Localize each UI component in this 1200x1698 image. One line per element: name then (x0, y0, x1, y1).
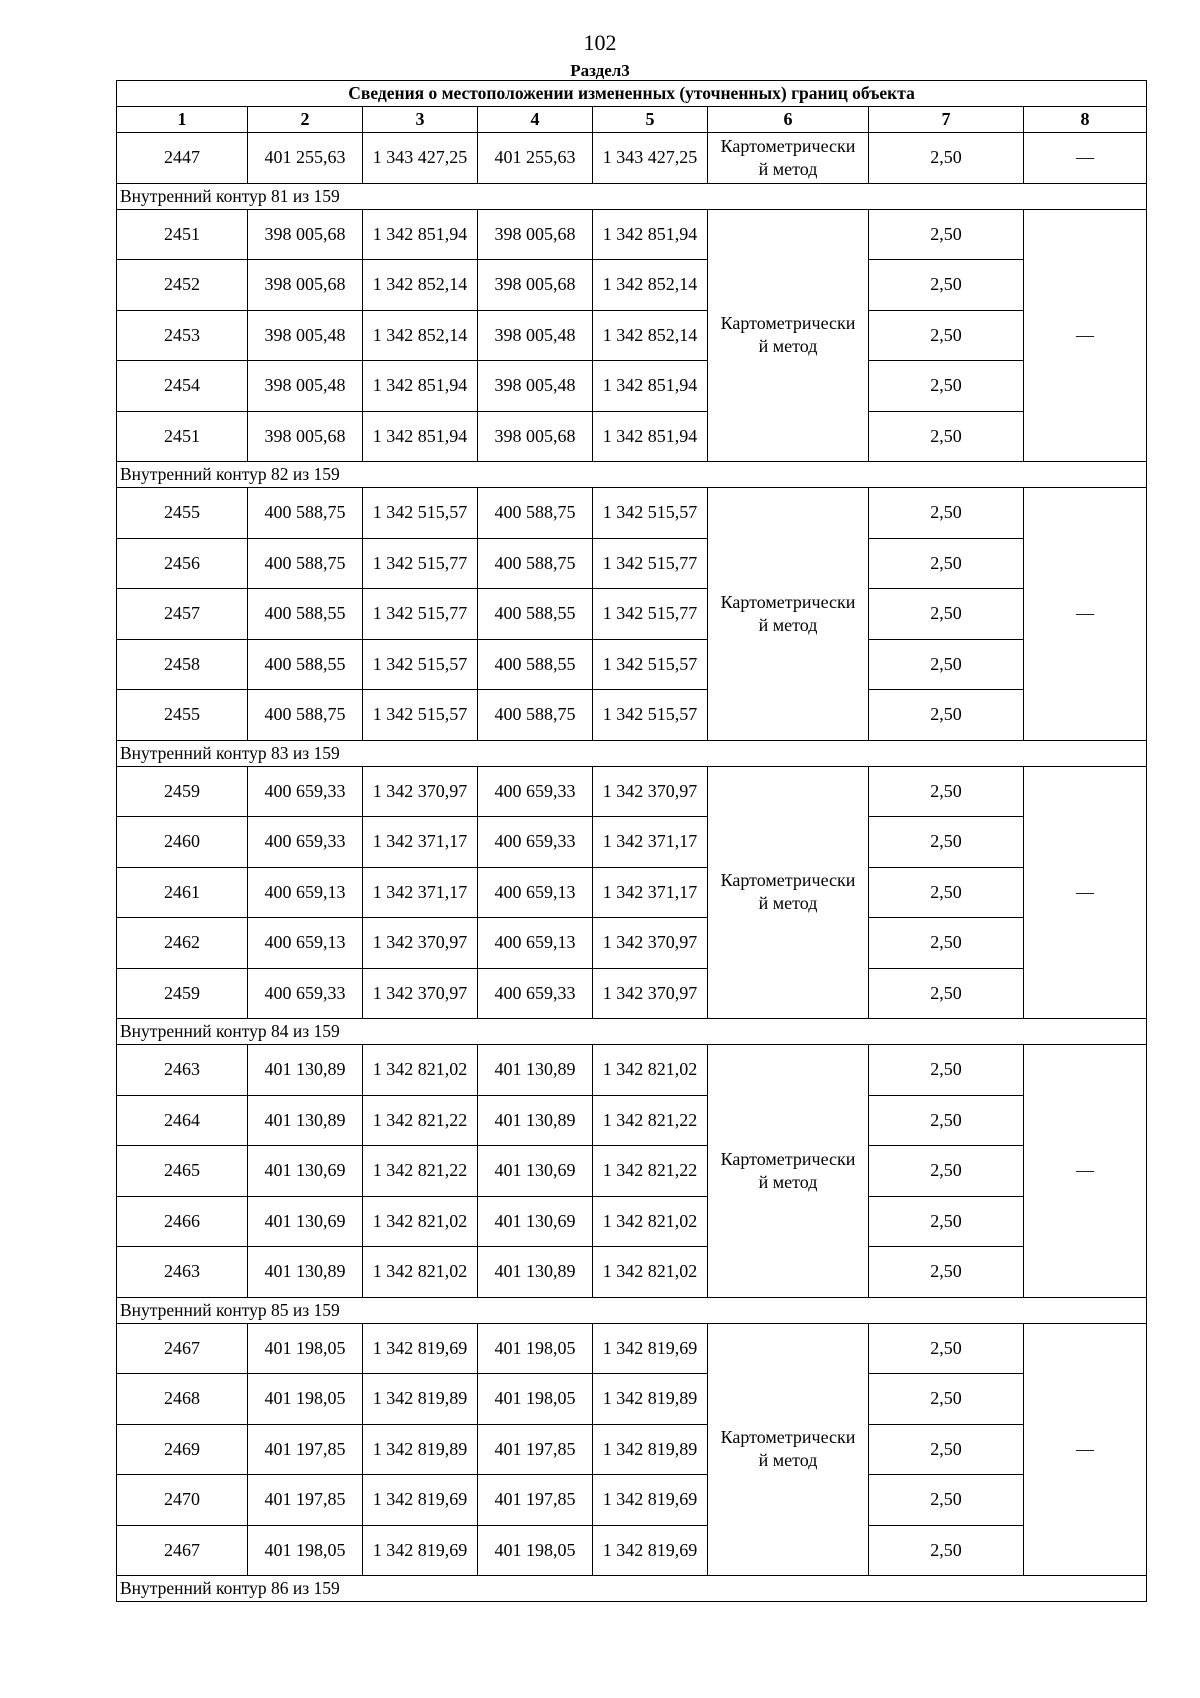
contour-label: Внутренний контур 85 из 159 (117, 1297, 1147, 1323)
coord-x-existing: 401 255,63 (248, 133, 363, 184)
table-row (117, 1247, 1147, 1298)
coord-x-existing: 400 659,13 (248, 867, 363, 918)
coord-y-existing: 1 342 370,97 (363, 766, 478, 817)
accuracy: 2,50 (869, 411, 1024, 462)
point-number: 2452 (117, 260, 248, 311)
coord-y-existing: 1 342 821,22 (363, 1095, 478, 1146)
method-line-2: й метод (758, 1450, 818, 1471)
coord-y-refined: 1 342 515,57 (593, 488, 708, 539)
coordinates-table (116, 80, 1147, 1602)
coord-x-refined: 398 005,68 (478, 209, 593, 260)
table-row (117, 1146, 1147, 1197)
coord-y-existing: 1 342 370,97 (363, 968, 478, 1019)
coord-x-existing: 400 659,33 (248, 766, 363, 817)
accuracy: 2,50 (869, 209, 1024, 260)
method-line-2: й метод (758, 158, 818, 179)
note-cell: — (1024, 1323, 1147, 1576)
table-row (117, 488, 1147, 539)
accuracy: 2,50 (869, 1525, 1024, 1576)
table-body (117, 81, 1147, 1602)
coord-y-refined: 1 342 819,69 (593, 1323, 708, 1374)
coord-x-refined: 401 197,85 (478, 1475, 593, 1526)
coord-x-refined: 400 659,13 (478, 867, 593, 918)
method-line-1: Картометрически (720, 1148, 856, 1169)
accuracy: 2,50 (869, 1374, 1024, 1425)
coord-x-refined: 401 130,89 (478, 1247, 593, 1298)
coord-x-existing: 400 588,55 (248, 589, 363, 640)
table-row (117, 867, 1147, 918)
table-row (117, 260, 1147, 311)
method-line-2: й метод (758, 1171, 818, 1192)
coord-x-existing: 401 197,85 (248, 1424, 363, 1475)
coord-x-refined: 398 005,48 (478, 361, 593, 412)
coord-y-existing: 1 342 515,77 (363, 538, 478, 589)
header-col-8: 8 (1024, 107, 1147, 133)
coord-y-existing: 1 342 852,14 (363, 260, 478, 311)
table-row (117, 1525, 1147, 1576)
point-number: 2461 (117, 867, 248, 918)
coord-x-refined: 400 659,13 (478, 918, 593, 969)
coord-x-refined: 401 198,05 (478, 1525, 593, 1576)
coord-x-existing: 401 130,89 (248, 1045, 363, 1096)
accuracy: 2,50 (869, 690, 1024, 741)
accuracy: 2,50 (869, 260, 1024, 311)
coord-x-existing: 401 197,85 (248, 1475, 363, 1526)
method-line-2: й метод (758, 336, 818, 357)
contour-label: Внутренний контур 83 из 159 (117, 740, 1147, 766)
method-line-1: Картометрически (720, 591, 856, 612)
contour-label-row (117, 1297, 1147, 1323)
coord-y-refined: 1 342 370,97 (593, 968, 708, 1019)
coord-y-refined: 1 342 819,89 (593, 1374, 708, 1425)
coord-y-existing: 1 342 851,94 (363, 209, 478, 260)
contour-label: Внутренний контур 82 из 159 (117, 462, 1147, 488)
table-row (117, 310, 1147, 361)
point-number: 2459 (117, 968, 248, 1019)
coord-y-existing: 1 342 515,57 (363, 639, 478, 690)
contour-label: Внутренний контур 84 из 159 (117, 1019, 1147, 1045)
coord-y-refined: 1 342 821,22 (593, 1146, 708, 1197)
coord-x-refined: 401 197,85 (478, 1424, 593, 1475)
note-cell: — (1024, 133, 1147, 184)
coord-y-refined: 1 342 851,94 (593, 411, 708, 462)
coord-x-refined: 398 005,68 (478, 260, 593, 311)
contour-label-row (117, 1019, 1147, 1045)
point-number: 2462 (117, 918, 248, 969)
table-caption: Сведения о местоположении измененных (уточненных) границ объекта (117, 81, 1147, 107)
contour-label-row (117, 1576, 1147, 1602)
point-number: 2456 (117, 538, 248, 589)
coord-y-refined: 1 342 371,17 (593, 817, 708, 868)
header-col-5: 5 (593, 107, 708, 133)
contour-label-row (117, 740, 1147, 766)
coord-y-existing: 1 342 819,69 (363, 1525, 478, 1576)
accuracy: 2,50 (869, 867, 1024, 918)
accuracy: 2,50 (869, 1146, 1024, 1197)
coord-y-refined: 1 342 515,57 (593, 639, 708, 690)
coord-x-existing: 401 130,89 (248, 1247, 363, 1298)
method-line-2: й метод (758, 614, 818, 635)
header-col-3: 3 (363, 107, 478, 133)
coord-x-existing: 400 659,33 (248, 968, 363, 1019)
header-col-6: 6 (708, 107, 869, 133)
table-row (117, 133, 1147, 184)
accuracy: 2,50 (869, 1095, 1024, 1146)
coord-x-refined: 401 130,69 (478, 1146, 593, 1197)
coord-x-existing: 398 005,68 (248, 209, 363, 260)
coord-x-existing: 400 588,75 (248, 488, 363, 539)
table-row (117, 1374, 1147, 1425)
point-number: 2459 (117, 766, 248, 817)
table-row (117, 639, 1147, 690)
coord-y-refined: 1 342 515,77 (593, 589, 708, 640)
coord-x-existing: 401 198,05 (248, 1525, 363, 1576)
point-number: 2451 (117, 209, 248, 260)
coord-y-refined: 1 342 852,14 (593, 310, 708, 361)
point-number: 2469 (117, 1424, 248, 1475)
coord-y-refined: 1 342 371,17 (593, 867, 708, 918)
point-number: 2467 (117, 1323, 248, 1374)
accuracy: 2,50 (869, 918, 1024, 969)
point-number: 2466 (117, 1196, 248, 1247)
coord-x-refined: 401 130,89 (478, 1095, 593, 1146)
coord-x-refined: 398 005,68 (478, 411, 593, 462)
header-col-4: 4 (478, 107, 593, 133)
table-row (117, 361, 1147, 412)
accuracy: 2,50 (869, 639, 1024, 690)
coord-x-refined: 400 588,75 (478, 690, 593, 741)
coord-x-refined: 400 659,33 (478, 968, 593, 1019)
coord-x-refined: 401 130,89 (478, 1045, 593, 1096)
point-number: 2470 (117, 1475, 248, 1526)
point-number: 2455 (117, 488, 248, 539)
table-caption-row (117, 81, 1147, 107)
accuracy: 2,50 (869, 310, 1024, 361)
table-row (117, 690, 1147, 741)
contour-label-row (117, 183, 1147, 209)
coord-y-refined: 1 342 819,89 (593, 1424, 708, 1475)
note-cell: — (1024, 1045, 1147, 1298)
coord-y-existing: 1 342 821,02 (363, 1045, 478, 1096)
coord-x-refined: 401 255,63 (478, 133, 593, 184)
point-number: 2453 (117, 310, 248, 361)
accuracy: 2,50 (869, 589, 1024, 640)
method-line-1: Картометрически (720, 1427, 856, 1448)
accuracy: 2,50 (869, 1323, 1024, 1374)
coord-y-refined: 1 342 821,02 (593, 1045, 708, 1096)
point-number: 2451 (117, 411, 248, 462)
coord-y-refined: 1 342 370,97 (593, 766, 708, 817)
table-header-row (117, 107, 1147, 133)
coord-y-refined: 1 342 821,02 (593, 1247, 708, 1298)
coord-y-refined: 1 342 370,97 (593, 918, 708, 969)
coord-x-refined: 401 130,69 (478, 1196, 593, 1247)
section-title: Раздел3 (570, 61, 630, 80)
accuracy: 2,50 (869, 1247, 1024, 1298)
coord-y-existing: 1 342 371,17 (363, 817, 478, 868)
coord-y-existing: 1 342 852,14 (363, 310, 478, 361)
coord-y-existing: 1 342 515,77 (363, 589, 478, 640)
coord-y-existing: 1 343 427,25 (363, 133, 478, 184)
coord-x-existing: 401 130,69 (248, 1196, 363, 1247)
coord-x-existing: 401 130,89 (248, 1095, 363, 1146)
point-number: 2463 (117, 1045, 248, 1096)
coord-x-existing: 400 588,55 (248, 639, 363, 690)
table-row (117, 918, 1147, 969)
contour-label: Внутренний контур 86 из 159 (117, 1576, 1147, 1602)
coord-y-existing: 1 342 819,69 (363, 1475, 478, 1526)
point-number: 2457 (117, 589, 248, 640)
table-row (117, 1196, 1147, 1247)
method-cell (708, 766, 869, 1019)
table-row (117, 1095, 1147, 1146)
coord-y-existing: 1 342 819,89 (363, 1424, 478, 1475)
coord-y-refined: 1 342 515,57 (593, 690, 708, 741)
method-cell (708, 1045, 869, 1298)
coord-x-refined: 401 198,05 (478, 1374, 593, 1425)
point-number: 2467 (117, 1525, 248, 1576)
coord-x-existing: 398 005,68 (248, 411, 363, 462)
coord-y-refined: 1 343 427,25 (593, 133, 708, 184)
coord-y-refined: 1 342 851,94 (593, 361, 708, 412)
coord-x-refined: 398 005,48 (478, 310, 593, 361)
note-cell: — (1024, 209, 1147, 462)
coord-x-refined: 400 659,33 (478, 817, 593, 868)
coord-x-existing: 400 588,75 (248, 690, 363, 741)
table-row (117, 589, 1147, 640)
accuracy: 2,50 (869, 766, 1024, 817)
coord-x-refined: 400 588,55 (478, 589, 593, 640)
coord-x-refined: 400 588,75 (478, 488, 593, 539)
page-number: 102 (583, 30, 617, 55)
table-row (117, 209, 1147, 260)
point-number: 2460 (117, 817, 248, 868)
coord-y-existing: 1 342 819,89 (363, 1374, 478, 1425)
table-row (117, 1323, 1147, 1374)
coord-y-existing: 1 342 821,22 (363, 1146, 478, 1197)
table-row (117, 817, 1147, 868)
coord-y-refined: 1 342 852,14 (593, 260, 708, 311)
coord-x-refined: 400 659,33 (478, 766, 593, 817)
method-line-1: Картометрически (720, 313, 856, 334)
accuracy: 2,50 (869, 968, 1024, 1019)
coord-y-existing: 1 342 515,57 (363, 488, 478, 539)
accuracy: 2,50 (869, 1475, 1024, 1526)
header-col-2: 2 (248, 107, 363, 133)
point-number: 2464 (117, 1095, 248, 1146)
coord-y-refined: 1 342 819,69 (593, 1525, 708, 1576)
table-row (117, 538, 1147, 589)
coord-y-existing: 1 342 371,17 (363, 867, 478, 918)
accuracy: 2,50 (869, 133, 1024, 184)
accuracy: 2,50 (869, 361, 1024, 412)
coord-y-refined: 1 342 515,77 (593, 538, 708, 589)
coord-y-existing: 1 342 821,02 (363, 1196, 478, 1247)
note-cell: — (1024, 488, 1147, 741)
table-row (117, 766, 1147, 817)
point-number: 2447 (117, 133, 248, 184)
coord-x-existing: 400 659,13 (248, 918, 363, 969)
coord-y-refined: 1 342 821,22 (593, 1095, 708, 1146)
coord-x-existing: 401 198,05 (248, 1374, 363, 1425)
table-row (117, 968, 1147, 1019)
coord-x-existing: 398 005,48 (248, 310, 363, 361)
coord-x-existing: 400 588,75 (248, 538, 363, 589)
accuracy: 2,50 (869, 488, 1024, 539)
coord-y-existing: 1 342 821,02 (363, 1247, 478, 1298)
coord-x-existing: 401 198,05 (248, 1323, 363, 1374)
point-number: 2463 (117, 1247, 248, 1298)
note-cell: — (1024, 766, 1147, 1019)
header-col-1: 1 (117, 107, 248, 133)
method-line-1: Картометрически (720, 870, 856, 891)
coord-y-refined: 1 342 851,94 (593, 209, 708, 260)
table-row (117, 1424, 1147, 1475)
coord-y-existing: 1 342 370,97 (363, 918, 478, 969)
coord-x-refined: 400 588,75 (478, 538, 593, 589)
point-number: 2458 (117, 639, 248, 690)
accuracy: 2,50 (869, 1196, 1024, 1247)
accuracy: 2,50 (869, 1424, 1024, 1475)
method-cell (708, 133, 869, 184)
method-cell (708, 488, 869, 741)
point-number: 2468 (117, 1374, 248, 1425)
coord-x-refined: 400 588,55 (478, 639, 593, 690)
point-number: 2454 (117, 361, 248, 412)
coord-y-refined: 1 342 819,69 (593, 1475, 708, 1526)
table-row (117, 1045, 1147, 1096)
contour-label: Внутренний контур 81 из 159 (117, 183, 1147, 209)
contour-label-row (117, 462, 1147, 488)
method-cell (708, 209, 869, 462)
coord-y-existing: 1 342 515,57 (363, 690, 478, 741)
coord-x-existing: 400 659,33 (248, 817, 363, 868)
coord-y-existing: 1 342 851,94 (363, 411, 478, 462)
coord-y-existing: 1 342 851,94 (363, 361, 478, 412)
point-number: 2455 (117, 690, 248, 741)
table-row (117, 411, 1147, 462)
method-line-1: Картометрически (720, 135, 856, 156)
method-cell (708, 1323, 869, 1576)
coord-x-existing: 401 130,69 (248, 1146, 363, 1197)
coord-y-refined: 1 342 821,02 (593, 1196, 708, 1247)
coord-y-existing: 1 342 819,69 (363, 1323, 478, 1374)
point-number: 2465 (117, 1146, 248, 1197)
coord-x-refined: 401 198,05 (478, 1323, 593, 1374)
accuracy: 2,50 (869, 538, 1024, 589)
accuracy: 2,50 (869, 817, 1024, 868)
coord-x-existing: 398 005,68 (248, 260, 363, 311)
coord-x-existing: 398 005,48 (248, 361, 363, 412)
table-row (117, 1475, 1147, 1526)
accuracy: 2,50 (869, 1045, 1024, 1096)
method-line-2: й метод (758, 893, 818, 914)
header-col-7: 7 (869, 107, 1024, 133)
